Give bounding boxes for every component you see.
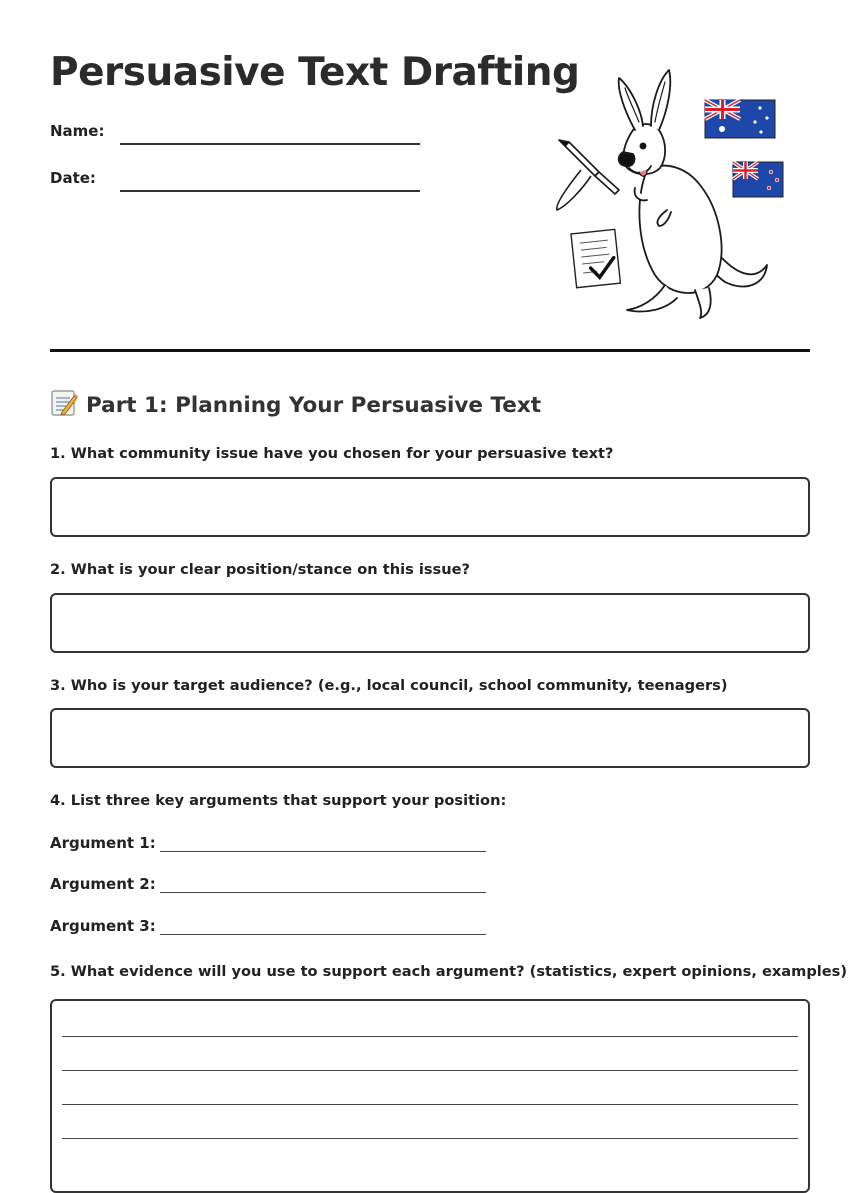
page-title: Persuasive Text Drafting xyxy=(50,50,580,95)
name-line[interactable] xyxy=(120,143,420,145)
question-4: 4. List three key arguments that support your position: xyxy=(50,792,507,809)
answer-box-1[interactable] xyxy=(50,477,810,537)
kangaroo-illustration xyxy=(555,60,795,322)
question-2: 2. What is your clear position/stance on this issue? xyxy=(50,561,470,578)
header-divider xyxy=(50,349,810,352)
date-line[interactable] xyxy=(120,190,420,192)
answer-box-2[interactable] xyxy=(50,593,810,653)
australia-flag-icon xyxy=(705,100,775,138)
evidence-line-3 xyxy=(62,1104,798,1105)
argument-label-1: Argument 1: xyxy=(50,834,156,852)
evidence-line-4 xyxy=(62,1138,798,1139)
evidence-line-2 xyxy=(62,1070,798,1071)
question-3: 3. Who is your target audience? (e.g., local council, school community, teenagers) xyxy=(50,677,728,694)
argument-row-1 xyxy=(50,833,486,857)
pen-icon xyxy=(557,140,619,210)
date-field[interactable] xyxy=(50,169,420,199)
checklist-icon xyxy=(571,229,620,287)
argument-row-2 xyxy=(50,874,486,898)
argument-row-3 xyxy=(50,916,486,940)
date-label: Date: xyxy=(50,169,96,187)
part1-heading-text: Part 1: Planning Your Persuasive Text xyxy=(86,393,541,418)
new-zealand-flag-icon xyxy=(733,162,783,197)
answer-box-3[interactable] xyxy=(50,708,810,768)
evidence-box[interactable] xyxy=(50,999,810,1193)
question-1: 1. What community issue have you chosen for your persuasive text? xyxy=(50,445,614,462)
worksheet-page xyxy=(50,0,848,1161)
question-5: 5. What evidence will you use to support each argument? (statistics, expert opinions, examples) xyxy=(50,963,848,980)
name-label: Name: xyxy=(50,122,105,140)
name-field[interactable] xyxy=(50,122,420,152)
argument-line-2[interactable] xyxy=(160,878,486,893)
memo-icon xyxy=(50,388,78,416)
evidence-line-1 xyxy=(62,1036,798,1037)
argument-label-3: Argument 3: xyxy=(50,917,156,935)
argument-label-2: Argument 2: xyxy=(50,875,156,893)
argument-line-1[interactable] xyxy=(160,837,486,852)
argument-line-3[interactable] xyxy=(160,920,486,935)
part1-heading xyxy=(50,388,541,418)
